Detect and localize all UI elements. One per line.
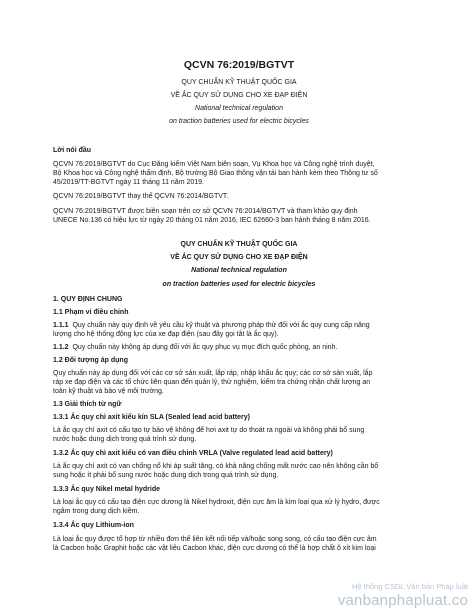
watermark-site: vanbanphapluat.co: [337, 592, 468, 609]
clause-1-1-2-line: [53, 343, 337, 352]
main-title-vi-2: VỀ ẮC QUY SỬ DỤNG CHO XE ĐẠP ĐIỆN: [170, 254, 308, 261]
foreword-heading: Lời nói đầu: [53, 147, 92, 154]
foreword-p1-line: QCVN 76:2019/BGTVT do Cục Đăng kiểm Việt Nam biên soạn, Vụ Khoa học và Công nghệ trình duyệt,: [53, 161, 375, 168]
term-1-3-2-line: sung hoặc ít phải bổ sung nước hoặc dung dịch trong quá trình sử dụng.: [53, 472, 279, 479]
section-1-2-line: toàn kỹ thuật và bảo vệ môi trường.: [53, 388, 164, 395]
clause-text: Quy chuẩn này không áp dụng đối với ắc quy phục vụ mục đích quốc phòng, an ninh.: [72, 344, 338, 351]
term-1-3-4-heading: 1.3.4 Ắc quy Lithium-ion: [53, 522, 134, 529]
main-title-en-2: on traction batteries used for electric bicycles: [162, 281, 316, 288]
clause-1-1-1-line: lượng cho hệ thống động lực của xe đạp điện (sau đây gọi tắt là ắc quy).: [53, 331, 279, 338]
regulation-code: QCVN 76:2019/BGTVT: [183, 59, 295, 71]
foreword-p1-line: 45/2019/TT-BGTVT ngày 11 tháng 11 năm 2019.: [53, 179, 204, 186]
foreword-p1-line: Bộ Khoa học và Công nghệ thẩm định, Bộ trưởng Bộ Giao thông vận tải ban hành kèm theo Thông tư số: [53, 170, 378, 177]
main-title-vi-1: QUY CHUẨN KỸ THUẬT QUỐC GIA: [180, 241, 298, 248]
clause-number: 1.1.2: [53, 344, 69, 351]
section-1-1-heading: 1.1 Phạm vi điều chỉnh: [53, 309, 129, 316]
term-1-3-2-heading: 1.3.2 Ắc quy chì axit kiểu có van điều chỉnh VRLA (Valve regulated lead acid battery): [53, 450, 333, 457]
foreword-p2: QCVN 76:2019/BGTVT thay thế QCVN 76:2014/BGTVT.: [53, 193, 229, 200]
term-1-3-4-line: Là loại ắc quy được tổ hợp từ nhiều đơn thể liên kết nối tiếp và/hoặc song song, có cấu tạo điện cực âm: [53, 536, 377, 543]
term-1-3-3-line: Là loại ắc quy có cấu tạo điện cực dương là Nikel hydroxit, điện cực âm là kim loại qua xử lý hydro, được: [53, 499, 380, 506]
header-title-vi-1: QUY CHUẨN KỸ THUẬT QUỐC GIA: [181, 79, 297, 86]
section-1-2-line: Quy chuẩn này áp dụng đối với các cơ sở sản xuất, lắp ráp, nhập khẩu ắc quy; các cơ sở sản xuất, lắp: [53, 370, 373, 377]
term-1-3-4-line: là Cacbon hoặc Graphit hoặc các vật liệu Cacbon khác, điện cực dương có thể là hợp chất ô xít kim loại: [53, 545, 376, 552]
term-1-3-1-heading: 1.3.1 Ắc quy chì axit kiểu kín SLA (Sealed lead acid battery): [53, 414, 250, 421]
section-1-2-line: ráp xe đạp điện và các tổ chức liên quan đến quản lý, thử nghiệm, kiểm tra chứng nhận chất lượng an: [53, 379, 371, 386]
section-1-2-heading: 1.2 Đối tượng áp dụng: [53, 357, 128, 364]
term-1-3-1-line: nước hoặc dung dịch trong quá trình sử dụng.: [53, 436, 197, 443]
main-title-en-1: National technical regulation: [191, 267, 287, 274]
foreword-p3-line: UNECE No.136 có hiệu lực từ ngày 20 tháng 01 năm 2016, IEC 62660-3 ban hành tháng 8 năm 2016.: [53, 217, 371, 224]
section-1-heading: 1. QUY ĐỊNH CHUNG: [53, 296, 123, 303]
watermark-line-1: Hệ thống CSDL Văn bản Pháp luật: [351, 582, 468, 591]
term-1-3-3-heading: 1.3.3 Ắc quy Nikel metal hydride: [53, 486, 160, 493]
header-title-en-1: National technical regulation: [195, 105, 283, 112]
clause-text: Quy chuẩn này quy định về yêu cầu kỹ thuật và phương pháp thử đối với ắc quy cung cấp năng: [72, 322, 370, 329]
term-1-3-1-line: Là ắc quy chì axit có cấu tạo tự bảo vệ không để hơi axit tự do thoát ra ngoài và không phải bổ sung: [53, 427, 365, 434]
section-1-3-heading: 1.3 Giải thích từ ngữ: [53, 401, 122, 408]
foreword-p3-line: QCVN 76:2019/BGTVT được biên soạn trên cơ sở QCVN 76:2014/BGTVT và tham khảo quy định: [53, 208, 358, 215]
header-title-vi-2: VỀ ẮC QUY SỬ DỤNG CHO XE ĐẠP ĐIỆN: [170, 92, 308, 99]
term-1-3-2-line: Là ắc quy chì axit có van chống nổ khi áp suất tăng, có khả năng chống mất nước cao nên không cần bổ: [53, 463, 379, 470]
clause-1-1-1-line: [53, 321, 370, 330]
term-1-3-3-line: ngâm trong dung dịch kiềm.: [53, 508, 140, 515]
clause-number: 1.1.1: [53, 322, 69, 329]
header-title-en-2: on traction batteries used for electric bicycles: [169, 118, 309, 125]
